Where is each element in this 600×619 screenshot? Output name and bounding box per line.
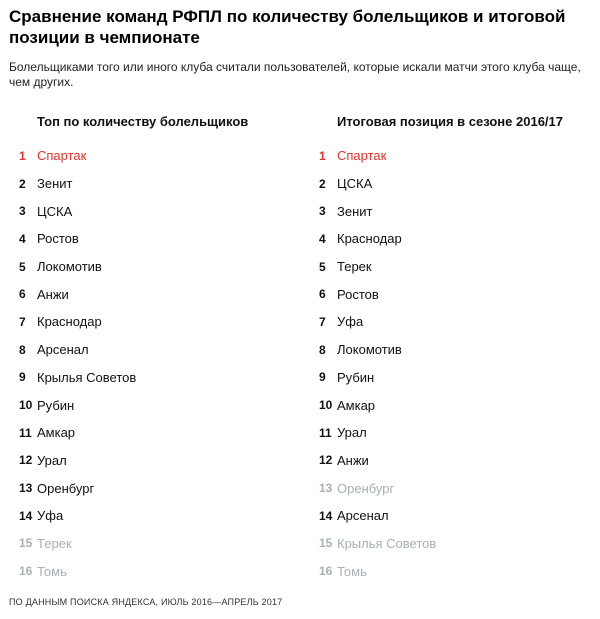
rank-number: 5 xyxy=(19,259,26,274)
rank-number: 3 xyxy=(319,204,326,219)
season-position-column xyxy=(319,114,589,585)
rank-number: 14 xyxy=(319,508,333,523)
list-item xyxy=(319,364,589,392)
list-item xyxy=(319,419,589,447)
page-title: Сравнение команд РФПЛ по количеству болельщиков и итоговой позиции в чемпионате xyxy=(9,7,566,47)
team-name: Томь xyxy=(37,563,67,579)
team-name: Урал xyxy=(337,425,367,441)
list-item xyxy=(19,364,289,392)
team-name: Спартак xyxy=(37,148,87,164)
rank-number: 12 xyxy=(19,453,33,468)
list-item xyxy=(319,336,589,364)
list-item xyxy=(319,447,589,475)
rank-number: 14 xyxy=(19,508,33,523)
rank-number: 15 xyxy=(319,536,333,551)
list-item xyxy=(19,170,289,198)
rank-number: 8 xyxy=(19,342,26,357)
list-item xyxy=(19,308,289,336)
team-name: Крылья Советов xyxy=(37,369,137,385)
team-name: Локомотив xyxy=(37,259,102,275)
team-name: Терек xyxy=(337,259,372,275)
team-name: Амкар xyxy=(37,425,76,441)
team-name: Терек xyxy=(37,535,72,551)
fans-ranking-column xyxy=(19,114,289,585)
team-name: Зенит xyxy=(337,203,373,219)
team-name: ЦСКА xyxy=(37,203,73,219)
list-item xyxy=(19,391,289,419)
list-item xyxy=(19,557,289,585)
rank-number: 2 xyxy=(319,176,326,191)
list-item xyxy=(19,280,289,308)
rank-number: 5 xyxy=(319,259,326,274)
team-name: Анжи xyxy=(337,452,369,468)
rank-number: 6 xyxy=(19,287,26,302)
fans-ranking-header: Топ по количеству болельщиков xyxy=(37,114,249,129)
list-item xyxy=(319,225,589,253)
rank-number: 6 xyxy=(319,287,326,302)
team-name: Спартак xyxy=(337,148,387,164)
rank-number: 4 xyxy=(319,231,326,246)
team-name: Амкар xyxy=(337,397,376,413)
rank-number: 9 xyxy=(319,370,326,385)
list-item xyxy=(19,253,289,281)
list-item xyxy=(19,502,289,530)
team-name: Уфа xyxy=(337,314,364,330)
rank-number: 1 xyxy=(19,148,26,163)
rank-number: 10 xyxy=(19,398,33,413)
team-name: Рубин xyxy=(37,397,75,413)
team-name: ЦСКА xyxy=(337,176,373,192)
team-name: Ростов xyxy=(37,231,79,247)
list-item xyxy=(319,502,589,530)
rank-number: 4 xyxy=(19,231,26,246)
list-item xyxy=(319,530,589,558)
rank-number: 11 xyxy=(319,425,332,440)
team-name: Уфа xyxy=(37,508,64,524)
list-item xyxy=(319,557,589,585)
list-item xyxy=(319,308,589,336)
list-item xyxy=(319,391,589,419)
rank-number: 15 xyxy=(19,536,33,551)
team-name: Зенит xyxy=(37,176,73,192)
list-item xyxy=(19,474,289,502)
rank-number: 3 xyxy=(19,204,26,219)
team-name: Арсенал xyxy=(337,508,389,524)
rank-number: 10 xyxy=(319,398,333,413)
rank-number: 16 xyxy=(319,564,333,579)
rank-number: 7 xyxy=(319,314,326,329)
list-item xyxy=(19,530,289,558)
season-position-header: Итоговая позиция в сезоне 2016/17 xyxy=(337,114,563,129)
rank-number: 8 xyxy=(319,342,326,357)
subtitle: Болельщиками того или иного клуба считали пользователей, которые искали матчи этого клуба чаще, чем других. xyxy=(9,60,581,89)
rank-number: 11 xyxy=(19,425,32,440)
team-name: Урал xyxy=(37,452,67,468)
rank-number: 7 xyxy=(19,314,26,329)
team-name: Локомотив xyxy=(337,342,402,358)
team-name: Ростов xyxy=(337,286,379,302)
team-name: Оренбург xyxy=(337,480,395,496)
list-item xyxy=(19,197,289,225)
list-item xyxy=(319,253,589,281)
rank-number: 13 xyxy=(19,481,33,496)
list-item xyxy=(319,197,589,225)
list-item xyxy=(19,336,289,364)
team-name: Краснодар xyxy=(37,314,102,330)
team-name: Краснодар xyxy=(337,231,402,247)
source-note: ПО ДАННЫМ ПОИСКА ЯНДЕКСА, ИЮЛЬ 2016—АПРЕЛЬ 2017 xyxy=(9,597,283,607)
team-name: Рубин xyxy=(337,369,375,385)
list-item xyxy=(19,419,289,447)
rank-number: 13 xyxy=(319,481,333,496)
team-name: Арсенал xyxy=(37,342,89,358)
rank-number: 16 xyxy=(19,564,33,579)
list-item xyxy=(319,170,589,198)
list-item xyxy=(19,142,289,170)
fans-ranking-list xyxy=(19,142,289,585)
list-item xyxy=(319,280,589,308)
rank-number: 1 xyxy=(319,148,326,163)
team-name: Анжи xyxy=(37,286,69,302)
team-name: Оренбург xyxy=(37,480,95,496)
list-item xyxy=(19,225,289,253)
list-item xyxy=(19,447,289,475)
rank-number: 12 xyxy=(319,453,333,468)
team-name: Томь xyxy=(337,563,367,579)
team-name: Крылья Советов xyxy=(337,535,437,551)
rank-number: 2 xyxy=(19,176,26,191)
rank-number: 9 xyxy=(19,370,26,385)
season-position-list xyxy=(319,142,589,585)
list-item xyxy=(319,142,589,170)
list-item xyxy=(319,474,589,502)
